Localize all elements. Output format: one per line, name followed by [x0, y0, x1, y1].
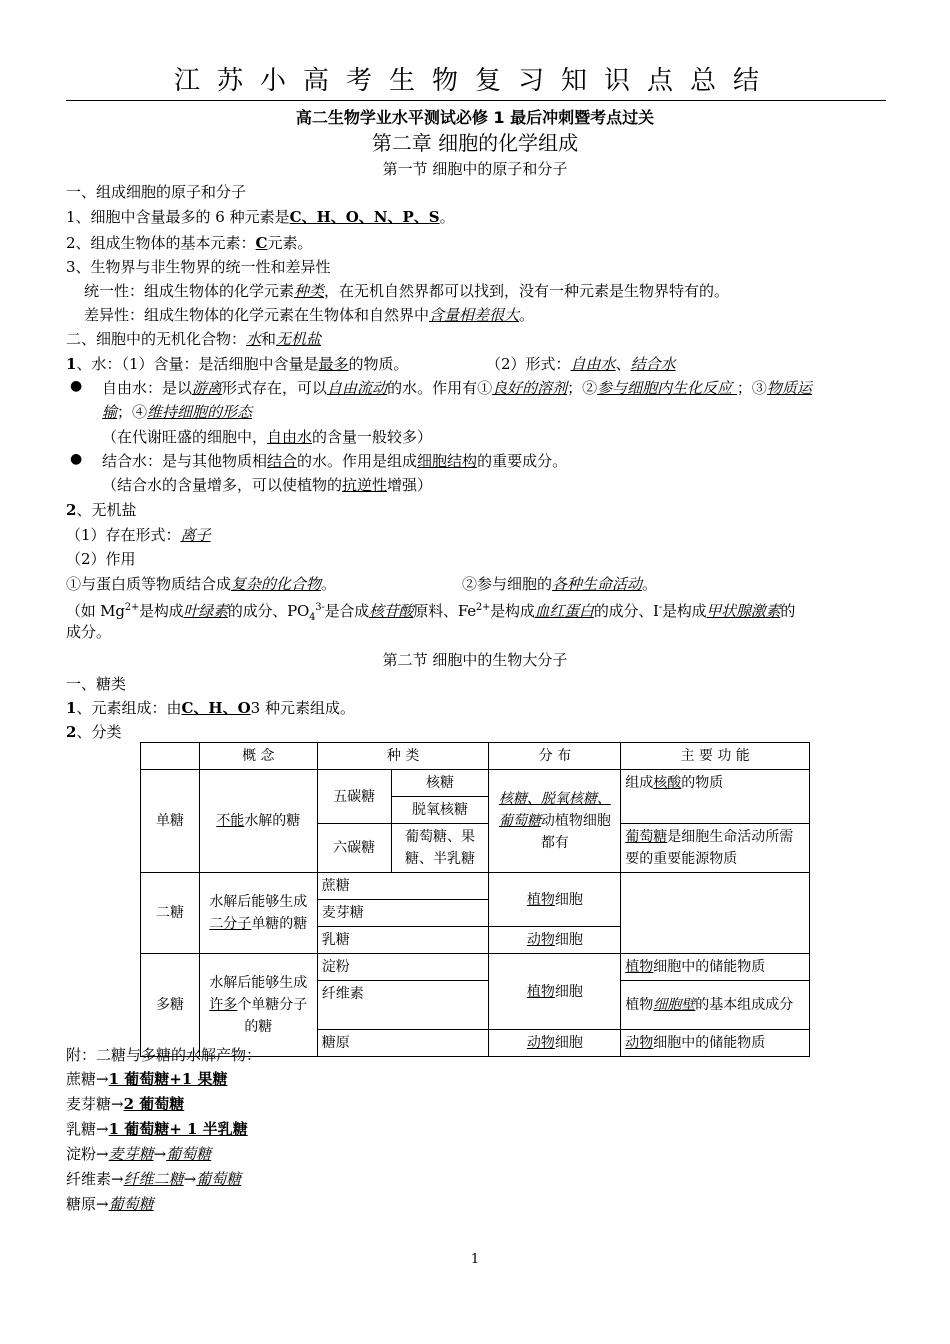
- text: 麦芽糖→: [66, 1095, 124, 1113]
- text: 蔗糖→: [66, 1070, 109, 1088]
- table-cell: [621, 954, 810, 981]
- text: 乳糖→: [66, 1120, 109, 1138]
- answer: 水: [246, 330, 262, 348]
- paragraph: （2）作用: [66, 550, 136, 568]
- text: 个单糖分子的糖: [237, 997, 308, 1035]
- answer: 许多: [209, 997, 238, 1013]
- answer: 2 葡萄糖: [123, 1095, 185, 1113]
- superscript: -: [658, 602, 662, 613]
- hydrolysis-row: [66, 1069, 227, 1089]
- table-cell: [489, 954, 621, 1030]
- text: 单糖的糖: [251, 916, 308, 932]
- header-rule: [66, 100, 886, 101]
- answer: 自由水: [267, 428, 313, 446]
- bullet-icon: ●: [70, 451, 83, 467]
- answer: 抗逆性: [342, 476, 388, 494]
- answer: 核糖、脱氧核糖、: [498, 791, 611, 807]
- text: 的成分、I: [593, 602, 659, 620]
- answer: 动物: [526, 932, 555, 948]
- text: ，在无机自然界都可以找到，没有一种元素是生物界特有的。: [324, 282, 730, 300]
- bullet-icon: ●: [70, 378, 83, 394]
- superscript: 2+: [475, 602, 491, 613]
- answer: 细胞壁: [653, 997, 696, 1013]
- table-cell: 乳糖: [317, 927, 489, 954]
- heading: [66, 500, 136, 520]
- text: 二、细胞中的无机化合物：: [66, 330, 247, 348]
- text: 。: [642, 575, 658, 593]
- table-cell: 糖原: [317, 1030, 489, 1057]
- paragraph: 成分。: [66, 623, 112, 641]
- text: 的水。作用是组成: [297, 452, 418, 470]
- table-cell: 核糖: [391, 770, 489, 797]
- answer: 离子: [180, 526, 211, 544]
- text: 。: [321, 575, 337, 593]
- text: 2、组成生物体的基本元素：: [66, 234, 256, 252]
- text: 水解的糖: [244, 813, 301, 829]
- answer: C、H、O、N、P、S: [289, 208, 440, 226]
- table-header: 分 布: [489, 743, 621, 770]
- answer: 植物: [625, 959, 654, 975]
- text: 是细胞生命活动所需要的重要能源物质: [625, 829, 794, 867]
- superscript: 3-: [315, 602, 325, 613]
- answer: 参与细胞内生化反应: [597, 379, 737, 397]
- text: 淀粉→: [66, 1145, 109, 1163]
- text: 自由水：是以: [102, 379, 193, 397]
- answer: 1 葡萄糖+ 1 半乳糖: [108, 1120, 248, 1138]
- text: 纤维素→: [66, 1170, 124, 1188]
- answer: 动物: [625, 1035, 654, 1051]
- answer: 结合水: [630, 355, 676, 373]
- paragraph: [102, 427, 432, 447]
- arrow: →: [153, 1145, 167, 1163]
- answer: C、H、O: [181, 699, 251, 717]
- table-header-row: [141, 743, 810, 770]
- chapter-title: 第二章 细胞的化学组成: [371, 131, 579, 155]
- table-cell: 二糖: [141, 873, 200, 954]
- text: （结合水的含量增多，可以使植物的: [102, 476, 343, 494]
- answer: 纤维二糖: [123, 1170, 184, 1188]
- answer: 复杂的化合物: [231, 575, 322, 593]
- text: 细胞: [554, 932, 583, 948]
- table-row: [141, 954, 810, 981]
- paragraph: [102, 475, 432, 495]
- table-cell: 麦芽糖: [317, 900, 489, 927]
- paragraph: [102, 378, 812, 398]
- number: 1: [66, 355, 77, 373]
- answer: 核苷酸: [369, 602, 414, 620]
- paragraph: 3、生物界与非生物界的统一性和差异性: [66, 258, 331, 276]
- paragraph: [84, 281, 729, 301]
- text: 细胞: [554, 1035, 583, 1051]
- text: 、水：（1）含量：是活细胞中含量是: [76, 355, 319, 373]
- text: 水解后能够生成: [209, 975, 308, 991]
- text: 是构成: [661, 602, 707, 620]
- arrow: →: [183, 1170, 197, 1188]
- paragraph: [66, 354, 409, 374]
- text: 的水。作用有①: [387, 379, 493, 397]
- text: 和: [261, 330, 277, 348]
- subscript: 4: [309, 612, 316, 623]
- text: ②参与细胞的: [462, 575, 553, 593]
- table-cell: [621, 873, 810, 954]
- table-cell: 脱氧核糖: [391, 797, 489, 824]
- text: 统一性：组成生物体的化学元素: [84, 282, 295, 300]
- answer: 叶绿素: [183, 602, 228, 620]
- text: 的含量一般较多）: [312, 428, 433, 446]
- answer: 维持细胞的形态: [147, 403, 253, 421]
- text: （2）形式：: [486, 355, 571, 373]
- table-cell: [141, 743, 200, 770]
- document-title: 高二生物学业水平测试必修 1 最后冲刺暨考点过关: [295, 108, 655, 127]
- answer: 麦芽糖: [108, 1145, 154, 1163]
- table-cell: 蔗糖: [317, 873, 489, 900]
- hydrolysis-row: [66, 1119, 248, 1139]
- answer: 含量相差很大: [429, 306, 520, 324]
- text: 细胞中的储能物质: [653, 1035, 766, 1051]
- answer: 葡萄糖: [108, 1195, 154, 1213]
- text: 的物质。: [348, 355, 409, 373]
- answer: 核酸: [653, 775, 682, 791]
- answer: 无机盐: [276, 330, 322, 348]
- paragraph: [66, 598, 795, 628]
- number: 1: [66, 699, 77, 717]
- text: 形式存在，可以: [222, 379, 328, 397]
- paragraph: [102, 402, 252, 422]
- text: 组成: [625, 775, 654, 791]
- table-cell: [621, 824, 810, 873]
- text: 是构成: [139, 602, 184, 620]
- heading: 一、组成细胞的原子和分子: [66, 183, 247, 201]
- table-cell: 纤维素: [317, 981, 489, 1030]
- text: 的物质: [681, 775, 724, 791]
- text: 植物: [625, 997, 654, 1013]
- answer: 各种生命活动: [552, 575, 643, 593]
- number: 2: [66, 501, 77, 519]
- text: 的成分、PO: [227, 602, 310, 620]
- answer: 动物: [526, 1035, 555, 1051]
- text: 结合水：是与其他物质相: [102, 452, 268, 470]
- text: 元素。: [267, 234, 313, 252]
- answer: 结合: [267, 452, 298, 470]
- text: 细胞中的储能物质: [653, 959, 766, 975]
- answer: C: [255, 234, 268, 252]
- answer: 葡萄糖: [166, 1145, 212, 1163]
- sugar-classification-table: [140, 742, 810, 1057]
- table-cell: [199, 954, 317, 1057]
- paragraph: [66, 574, 336, 594]
- table-cell: 六碳糖: [317, 824, 391, 873]
- answer: 1 葡萄糖+1 果糖: [108, 1070, 228, 1088]
- answer: 葡萄糖: [498, 813, 541, 829]
- text: 糖原→: [66, 1195, 109, 1213]
- answer: 自由流动: [327, 379, 388, 397]
- section-title: 第一节 细胞中的原子和分子: [382, 160, 568, 178]
- table-cell: [489, 1030, 621, 1057]
- text: （1）存在形式：: [66, 526, 181, 544]
- answer: 物质运: [766, 379, 812, 397]
- text: （在代谢旺盛的细胞中，: [102, 428, 268, 446]
- heading: [66, 722, 121, 742]
- number: 2: [66, 723, 77, 741]
- text: 3 种元素组成。: [250, 699, 355, 717]
- heading: 一、糖类: [66, 675, 127, 693]
- text: （如 Mg: [66, 602, 125, 620]
- table-cell: 多糖: [141, 954, 200, 1057]
- answer: 二分子: [209, 916, 252, 932]
- answer: 甲状腺激素: [706, 602, 781, 620]
- paragraph: [66, 525, 211, 545]
- superscript: 2+: [124, 602, 140, 613]
- text: 细胞: [554, 983, 583, 1000]
- text: ①与蛋白质等物质结合成: [66, 575, 232, 593]
- table-cell: 淀粉: [317, 954, 489, 981]
- text: 细胞: [554, 891, 583, 908]
- paragraph: [102, 451, 567, 471]
- hydrolysis-row: [66, 1144, 211, 1164]
- text: 、分类: [76, 723, 122, 741]
- answer: 葡萄糖: [625, 829, 668, 845]
- text: 是构成: [490, 602, 535, 620]
- hydrolysis-row: [66, 1094, 184, 1114]
- table-cell: 葡萄糖、果糖、半乳糖: [391, 824, 489, 873]
- page-header: 江苏小高考生物复习知识点总结: [173, 66, 776, 96]
- hydrolysis-row: [66, 1194, 154, 1214]
- table-cell: 五碳糖: [317, 770, 391, 824]
- text: 差异性：组成生物体的化学元素在生物体和自然界中: [84, 306, 430, 324]
- table-row: [141, 873, 810, 900]
- text: 、: [615, 355, 631, 373]
- paragraph: [84, 305, 534, 325]
- table-cell: [199, 873, 317, 954]
- table-cell: [621, 770, 810, 824]
- table-row: [141, 770, 810, 797]
- table-cell: [489, 770, 621, 873]
- answer: 游离: [192, 379, 223, 397]
- paragraph: 附：二糖与多糖的水解产物：: [66, 1046, 262, 1064]
- answer: 自由水: [570, 355, 616, 373]
- text: 是合成: [324, 602, 370, 620]
- heading: [66, 329, 321, 349]
- text: 1、细胞中含量最多的 6 种元素是: [66, 208, 290, 226]
- paragraph: [66, 207, 455, 227]
- answer: 细胞结构: [417, 452, 478, 470]
- answer: 不能: [216, 813, 245, 829]
- answer: 输: [102, 403, 118, 421]
- table-cell: 单糖: [141, 770, 200, 873]
- answer: 良好的溶剂: [492, 379, 568, 397]
- table-cell: [199, 770, 317, 873]
- paragraph: [66, 233, 313, 253]
- answer: 葡萄糖: [196, 1170, 242, 1188]
- table-cell: [489, 927, 621, 954]
- table-header: 主 要 功 能: [621, 743, 810, 770]
- table-header: 概 念: [199, 743, 317, 770]
- text: ；②: [567, 379, 598, 397]
- text: 增强）: [387, 476, 433, 494]
- answer: 植物: [526, 891, 555, 908]
- text: 原料、Fe: [413, 602, 476, 620]
- text: 动植物细胞都有: [540, 813, 611, 851]
- text: 的基本组成成分: [695, 997, 794, 1013]
- section-title: 第二节 细胞中的生物大分子: [382, 651, 568, 669]
- hydrolysis-row: [66, 1169, 241, 1189]
- answer: 最多: [318, 355, 349, 373]
- text: 、元素组成：由: [76, 699, 182, 717]
- table-header: 种 类: [317, 743, 489, 770]
- text: 、无机盐: [76, 501, 137, 519]
- paragraph: [462, 574, 657, 594]
- answer: 血红蛋白: [534, 602, 594, 620]
- table-cell: [621, 1030, 810, 1057]
- table-cell: [489, 873, 621, 927]
- paragraph: [486, 354, 676, 374]
- table-cell: [621, 981, 810, 1030]
- page-number: 1: [470, 1252, 480, 1267]
- answer: 植物: [526, 983, 555, 1000]
- text: 。: [519, 306, 535, 324]
- text: ；④: [117, 403, 148, 421]
- text: 。: [439, 208, 455, 226]
- text: 的重要成分。: [477, 452, 568, 470]
- text: ；③: [736, 379, 767, 397]
- text: 水解后能够生成: [209, 894, 308, 910]
- paragraph: [66, 698, 355, 718]
- answer: 种类: [294, 282, 325, 300]
- text: 的: [780, 602, 796, 620]
